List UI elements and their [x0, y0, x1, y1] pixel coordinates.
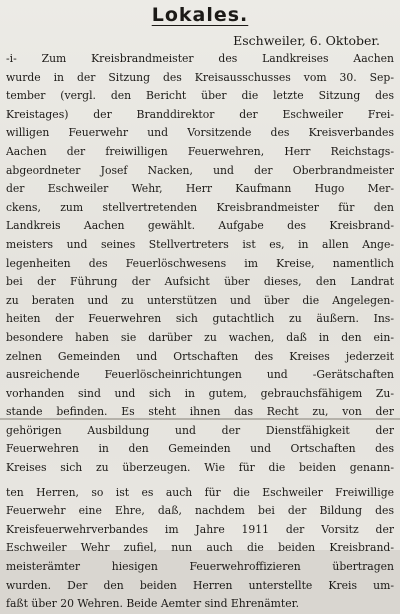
text-line: ten Herren, so ist es auch für die Eschweiler Freiwillige: [6, 485, 394, 499]
text-line: meisters und seines Stellvertreters ist es, in allen Ange-: [6, 237, 394, 251]
text-line: Kreisfeuerwehrverbandes im Jahre 1911 der Vorsitz der: [6, 522, 394, 536]
text-line: gehörigen Ausbildung und der Dienstfähigkeit der: [6, 423, 394, 437]
text-line: willigen Feuerwehr und Vorsitzende des Kreisverbandes: [6, 126, 394, 140]
text-line: abgeordneter Josef Nacken, und der Oberbrandmeister: [6, 163, 394, 177]
text-line: ausreichende Feuerlöscheinrichtungen und -Gerätschaften: [6, 368, 394, 382]
text-line: Kreistages) der Branddirektor der Eschweiler Frei-: [6, 107, 394, 121]
text-line: -i- Zum Kreisbrandmeister des Landkreises Aachen: [6, 52, 394, 65]
text-line: Aachen der freiwilligen Feuerwehren, Herr Reichstags-: [6, 144, 394, 158]
text-line: Feuerwehren in den Gemeinden und Ortschaften des: [6, 442, 394, 456]
text-line: wurde in der Sitzung des Kreisausschusses vom 30. Sep-: [6, 70, 394, 84]
text-line: zu beraten und zu unterstützen und über die Angelegen-: [6, 293, 394, 307]
text-line: zelnen Gemeinden und Ortschaften des Kreises jederzeit: [6, 349, 394, 363]
text-line: faßt über 20 Wehren. Beide Aemter sind Ehrenämter.: [6, 597, 300, 611]
text-line: stande befinden. Es steht ihnen das Recht zu, von der: [6, 405, 394, 419]
text-line: der Eschweiler Wehr, Herr Kaufmann Hugo Mer-: [6, 182, 394, 196]
article-body: [6, 50, 394, 614]
text-line: Feuerwehr eine Ehre, daß, nachdem bei der Bildung des: [6, 504, 394, 518]
text-line: wurden. Der den beiden Herren unterstellte Kreis um-: [6, 578, 394, 592]
text-line: vorhanden sind und sich in gutem, gebrauchsfähigem Zu-: [6, 386, 394, 400]
text-line: Kreises sich zu überzeugen. Wie für die beiden genann-: [6, 461, 394, 475]
text-line: heiten der Feuerwehren sich gutachtlich zu äußern. Ins-: [6, 312, 394, 326]
text-line: meisterämter hiesigen Feuerwehroffizieren übertragen: [6, 560, 394, 574]
text-line: tember (vergl. den Bericht über die letzte Sitzung des: [6, 89, 394, 103]
text-line: ckens, zum stellvertretenden Kreisbrandmeister für den: [6, 200, 394, 214]
text-line: bei der Führung der Aufsicht über dieses, den Landrat: [6, 275, 394, 289]
article-lower-block: [6, 484, 394, 614]
text-line: besondere haben sie darüber zu wachen, daß in den ein-: [6, 330, 394, 344]
article-upper-block: [6, 50, 394, 478]
text-line: Landkreis Aachen gewählt. Aufgabe des Kreisbrand-: [6, 219, 394, 233]
paper-fold-line: [0, 418, 400, 420]
text-line: Eschweiler Wehr zufiel, nun auch die beiden Kreisbrand-: [6, 541, 394, 555]
text-line: legenheiten des Feuerlöschwesens im Kreise, namentlich: [6, 256, 394, 270]
section-title: Lokales.: [151, 4, 249, 26]
dateline: Eschweiler, 6. Oktober.: [233, 33, 380, 48]
